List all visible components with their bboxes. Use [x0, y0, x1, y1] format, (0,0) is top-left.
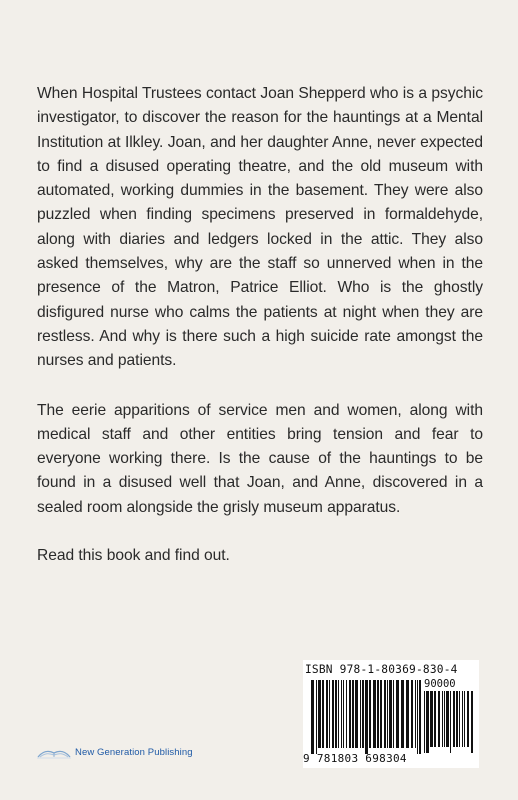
barcode-bar	[369, 680, 371, 748]
barcode-bar	[335, 680, 337, 748]
barcode-bar	[352, 680, 354, 748]
barcode-bar	[387, 680, 388, 748]
barcode-bar	[464, 691, 465, 747]
barcode-bar	[444, 691, 445, 747]
barcode-bar	[456, 691, 458, 747]
ean-barcode-bars	[311, 680, 421, 754]
barcode-bar	[419, 680, 421, 754]
barcode-bar	[343, 680, 344, 748]
barcode-bar	[389, 680, 392, 748]
barcode-bar	[396, 680, 399, 748]
barcode-bar	[384, 680, 386, 748]
barcode-bar	[338, 680, 339, 748]
barcode-bar	[417, 680, 418, 754]
barcode-bar	[322, 680, 324, 748]
barcode-bar	[415, 680, 416, 748]
barcode-bar	[346, 680, 347, 748]
barcode-bar	[373, 680, 376, 748]
barcode-bar	[467, 691, 469, 747]
barcode-bar	[318, 680, 321, 748]
barcode-bar	[341, 680, 342, 748]
barcode-bar	[446, 691, 449, 747]
barcode-bar	[434, 691, 436, 747]
barcode-bar	[393, 680, 394, 748]
publisher-name: New Generation Publishing	[75, 746, 193, 758]
barcode-bar	[355, 680, 358, 748]
blurb-paragraph-1: When Hospital Trustees contact Joan Shepperd who is a psychic investigator, to discover the reason for the hauntings at a Mental Institution at Ilkley. Joan, and her daughter Anne, never expected to find a disused operating theatre, and the old museum with automated, working dummies in the basement. They were also puzzled when finding specimens preserved in formaldehyde, along with diaries and ledgers locked in the attic. They also asked themselves, why are the staff so unnerved when in the presence of the Matron, Patrice Elliot. Who is the ghostly disfigured nurse who calms the patients at night when they are restless. And why is there such a high suicide rate amongst the nurses and patients.	[37, 85, 483, 370]
ean-digits: 9 781803 698304	[303, 752, 407, 765]
barcode-bar	[426, 691, 429, 753]
barcode-bar	[326, 680, 328, 748]
barcode	[303, 660, 479, 768]
barcode-bar	[360, 680, 361, 748]
addon-barcode-bars	[424, 691, 474, 753]
publisher-logo	[37, 742, 193, 762]
barcode-bar	[430, 691, 433, 747]
barcode-bar	[459, 691, 460, 747]
open-book-icon	[37, 745, 71, 759]
barcode-bar	[424, 691, 425, 753]
barcode-bar	[453, 691, 455, 747]
barcode-bar	[316, 680, 317, 754]
barcode-bar	[349, 680, 351, 748]
price-code: 90000	[424, 678, 456, 690]
barcode-bar	[365, 680, 368, 754]
barcode-bar	[401, 680, 404, 748]
barcode-bar	[329, 680, 330, 748]
isbn-label: ISBN 978-1-80369-830-4	[305, 663, 458, 676]
barcode-bar	[377, 680, 379, 748]
blurb-paragraph-2: The eerie apparitions of service men and women, along with medical staff and other entities bring tension and fear to everyone working there. Is the cause of the hauntings to be found in a disused well that Joan, and Anne, discovered in a sealed room alongside the grisly museum apparatus.	[37, 401, 483, 516]
barcode-bar	[332, 680, 334, 748]
barcode-bar	[442, 691, 443, 747]
barcode-bar	[471, 691, 473, 753]
barcode-bar	[311, 680, 314, 754]
barcode-bar	[438, 691, 440, 747]
barcode-bar	[406, 680, 409, 748]
blurb-text	[37, 82, 483, 592]
blurb-paragraph-3: Read this book and find out.	[37, 547, 230, 565]
barcode-bar	[362, 680, 364, 748]
barcode-bar	[450, 691, 451, 753]
barcode-bar	[462, 691, 463, 747]
barcode-bar	[380, 680, 382, 748]
barcode-bar	[411, 680, 413, 748]
